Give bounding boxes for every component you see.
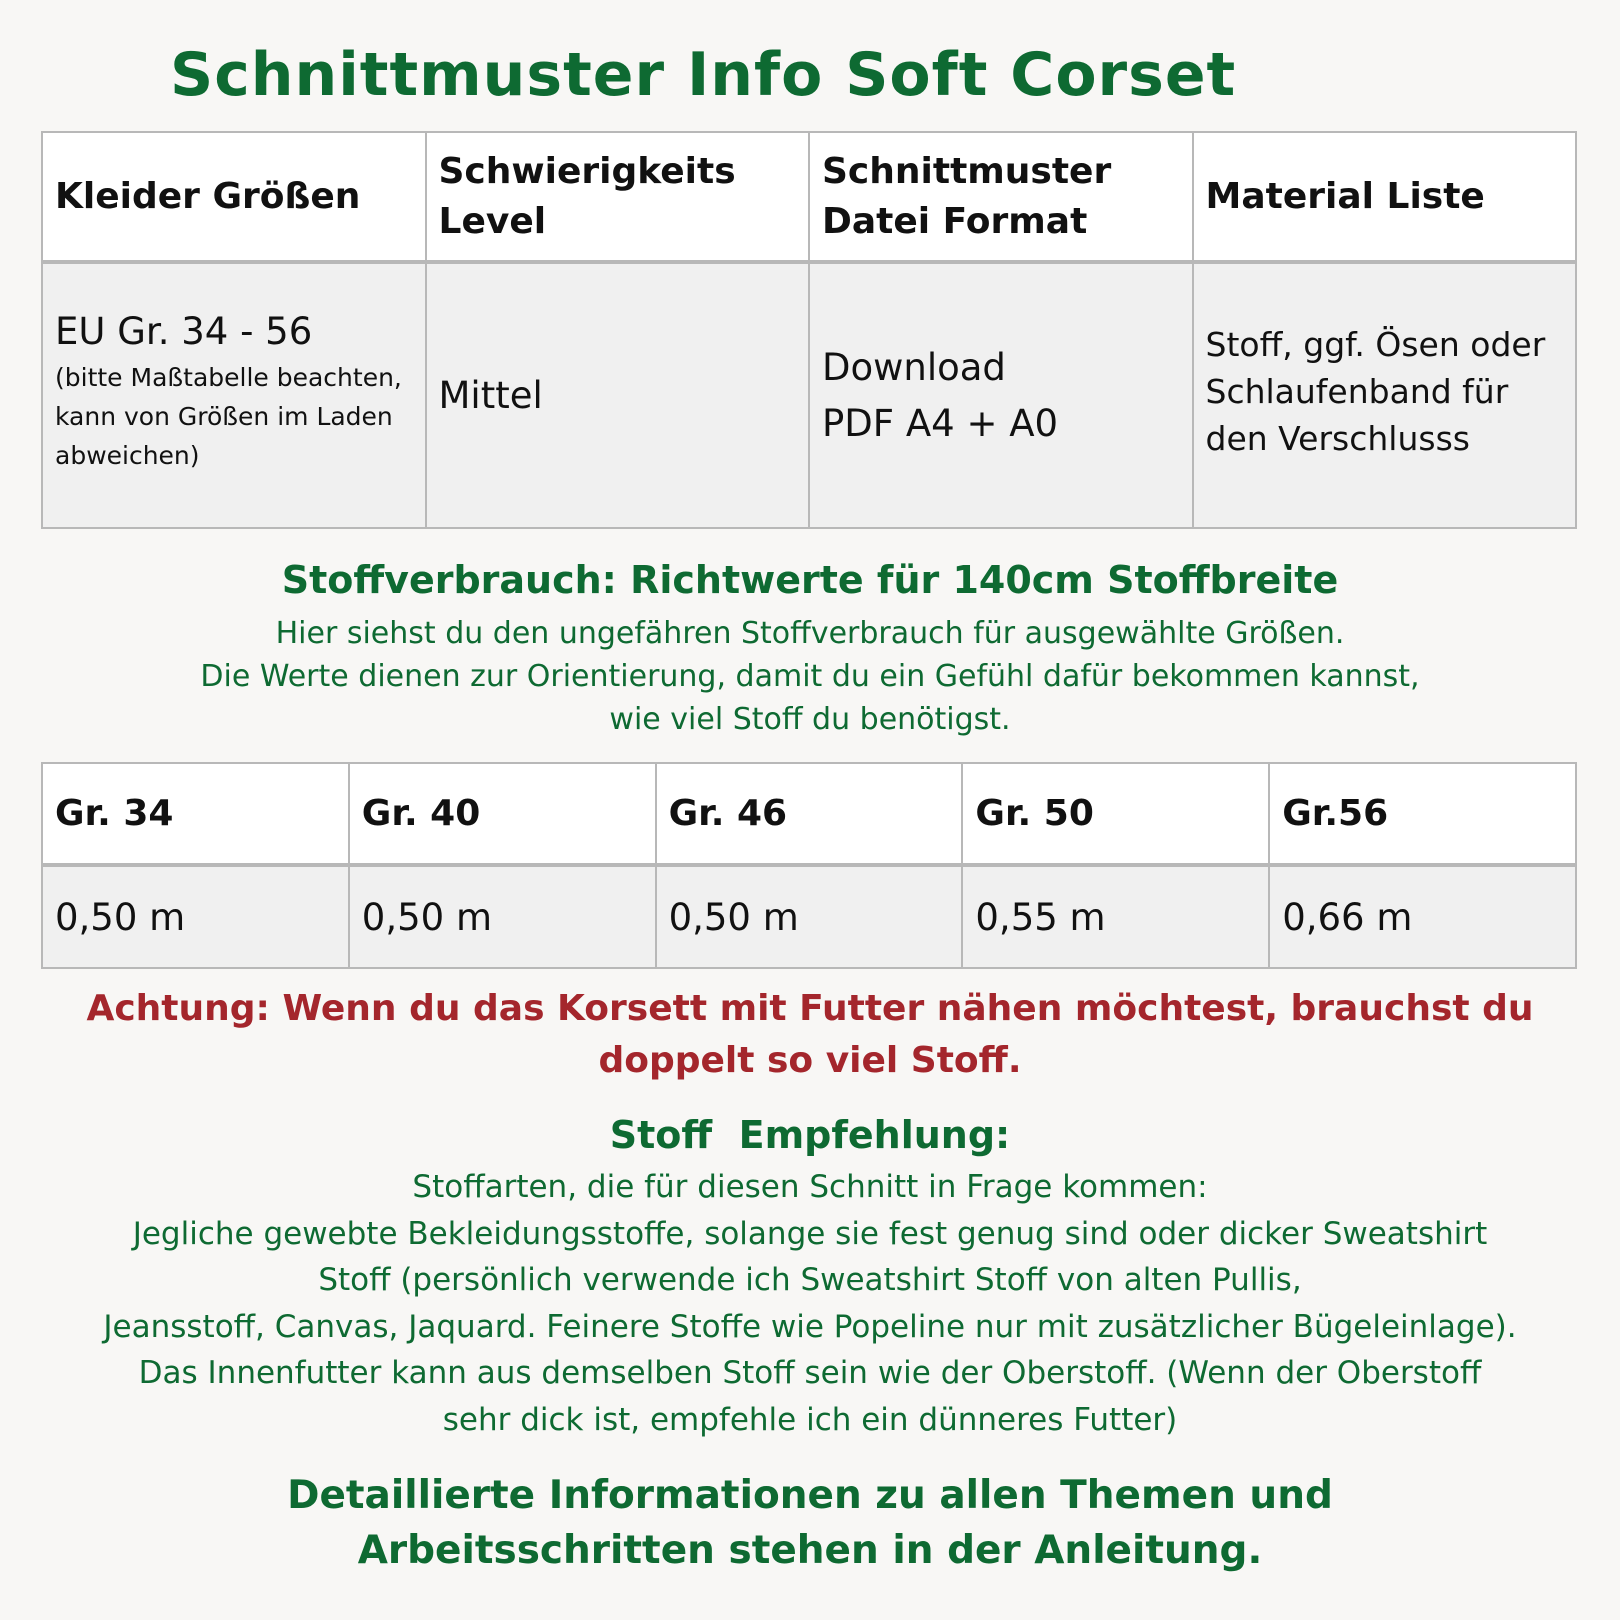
- warning-line-2: doppelt so viel Stoff.: [598, 1040, 1022, 1081]
- sizes-note: (bitte Maßtabelle beachten, kann von Größen im Laden abweichen): [55, 363, 402, 470]
- recommendation-line: Stoffarten, die für diesen Schnitt in Frage kommen:: [412, 1169, 1208, 1205]
- footer-line-1: Detaillierte Informationen zu allen Themen und: [287, 1473, 1333, 1518]
- size-usage-header-row: [42, 763, 1576, 865]
- info-table-body-row: [42, 262, 1576, 528]
- level-cell: Mittel: [426, 262, 810, 528]
- size-header: Gr. 34: [42, 763, 349, 865]
- size-header: Gr. 50: [962, 763, 1269, 865]
- footer-line-2: Arbeitsschritten stehen in der Anleitung.: [357, 1528, 1263, 1573]
- sizes-cell: [42, 262, 426, 528]
- lining-warning: [0, 983, 1620, 1087]
- material-cell: Stoff, ggf. Ösen oder Schlaufenband für den Verschlusss: [1193, 262, 1577, 528]
- format-line-1: Download: [822, 345, 1006, 389]
- fabric-usage-line-3: wie viel Stoff du benötigst.: [609, 702, 1011, 737]
- info-table-header-row: [42, 132, 1576, 262]
- footer-note: [0, 1468, 1620, 1578]
- info-table: [41, 131, 1577, 529]
- recommendation-line: sehr dick ist, empfehle ich ein dünneres Futter): [442, 1401, 1178, 1438]
- header-schwierigkeits-level: Schwierigkeits Level: [426, 132, 810, 262]
- header-material-liste: Material Liste: [1193, 132, 1577, 262]
- format-line-2: PDF A4 + A0: [822, 401, 1059, 445]
- size-header: Gr.56: [1269, 763, 1576, 865]
- fabric-usage-line-2: Die Werte dienen zur Orientierung, damit du ein Gefühl dafür bekommen kannst,: [200, 659, 1420, 694]
- recommendation-line: Jeansstoff, Canvas, Jaquard. Feinere Stoffe wie Popeline nur mit zusätzlicher Bügeleinlage).: [103, 1308, 1517, 1345]
- size-usage-value-row: [42, 865, 1576, 968]
- page-title: Schnittmuster Info Soft Corset: [170, 40, 1237, 110]
- size-amount: 0,50 m: [656, 865, 963, 968]
- format-cell: [809, 262, 1193, 528]
- recommendation-line: Das Innenfutter kann aus demselben Stoff sein wie der Oberstoff. (Wenn der Oberstoff: [138, 1355, 1482, 1391]
- header-datei-format: Schnittmuster Datei Format: [809, 132, 1193, 262]
- fabric-usage-text: [0, 612, 1620, 741]
- warning-line-1: Achtung: Wenn du das Korsett mit Futter nähen möchtest, brauchst du: [86, 988, 1534, 1029]
- size-header: Gr. 46: [656, 763, 963, 865]
- recommendation-text: [0, 1164, 1620, 1443]
- size-usage-table: [41, 762, 1577, 969]
- size-amount: 0,55 m: [962, 865, 1269, 968]
- recommendation-line: Stoff (persönlich verwende ich Sweatshirt Stoff von alten Pullis,: [318, 1262, 1302, 1298]
- size-amount: 0,50 m: [349, 865, 656, 968]
- header-kleider-groessen: Kleider Größen: [42, 132, 426, 262]
- sizes-range: EU Gr. 34 - 56: [55, 310, 313, 353]
- recommendation-line: Jegliche gewebte Bekleidungsstoffe, solange sie fest genug sind oder dicker Sweatshirt: [132, 1215, 1488, 1252]
- size-header: Gr. 40: [349, 763, 656, 865]
- size-amount: 0,66 m: [1269, 865, 1576, 968]
- fabric-usage-heading: Stoffverbrauch: Richtwerte für 140cm Stoffbreite: [281, 558, 1339, 602]
- recommendation-heading: Stoff Empfehlung:: [609, 1113, 1011, 1157]
- size-amount: 0,50 m: [42, 865, 349, 968]
- fabric-usage-line-1: Hier siehst du den ungefähren Stoffverbrauch für ausgewählte Größen.: [275, 616, 1345, 651]
